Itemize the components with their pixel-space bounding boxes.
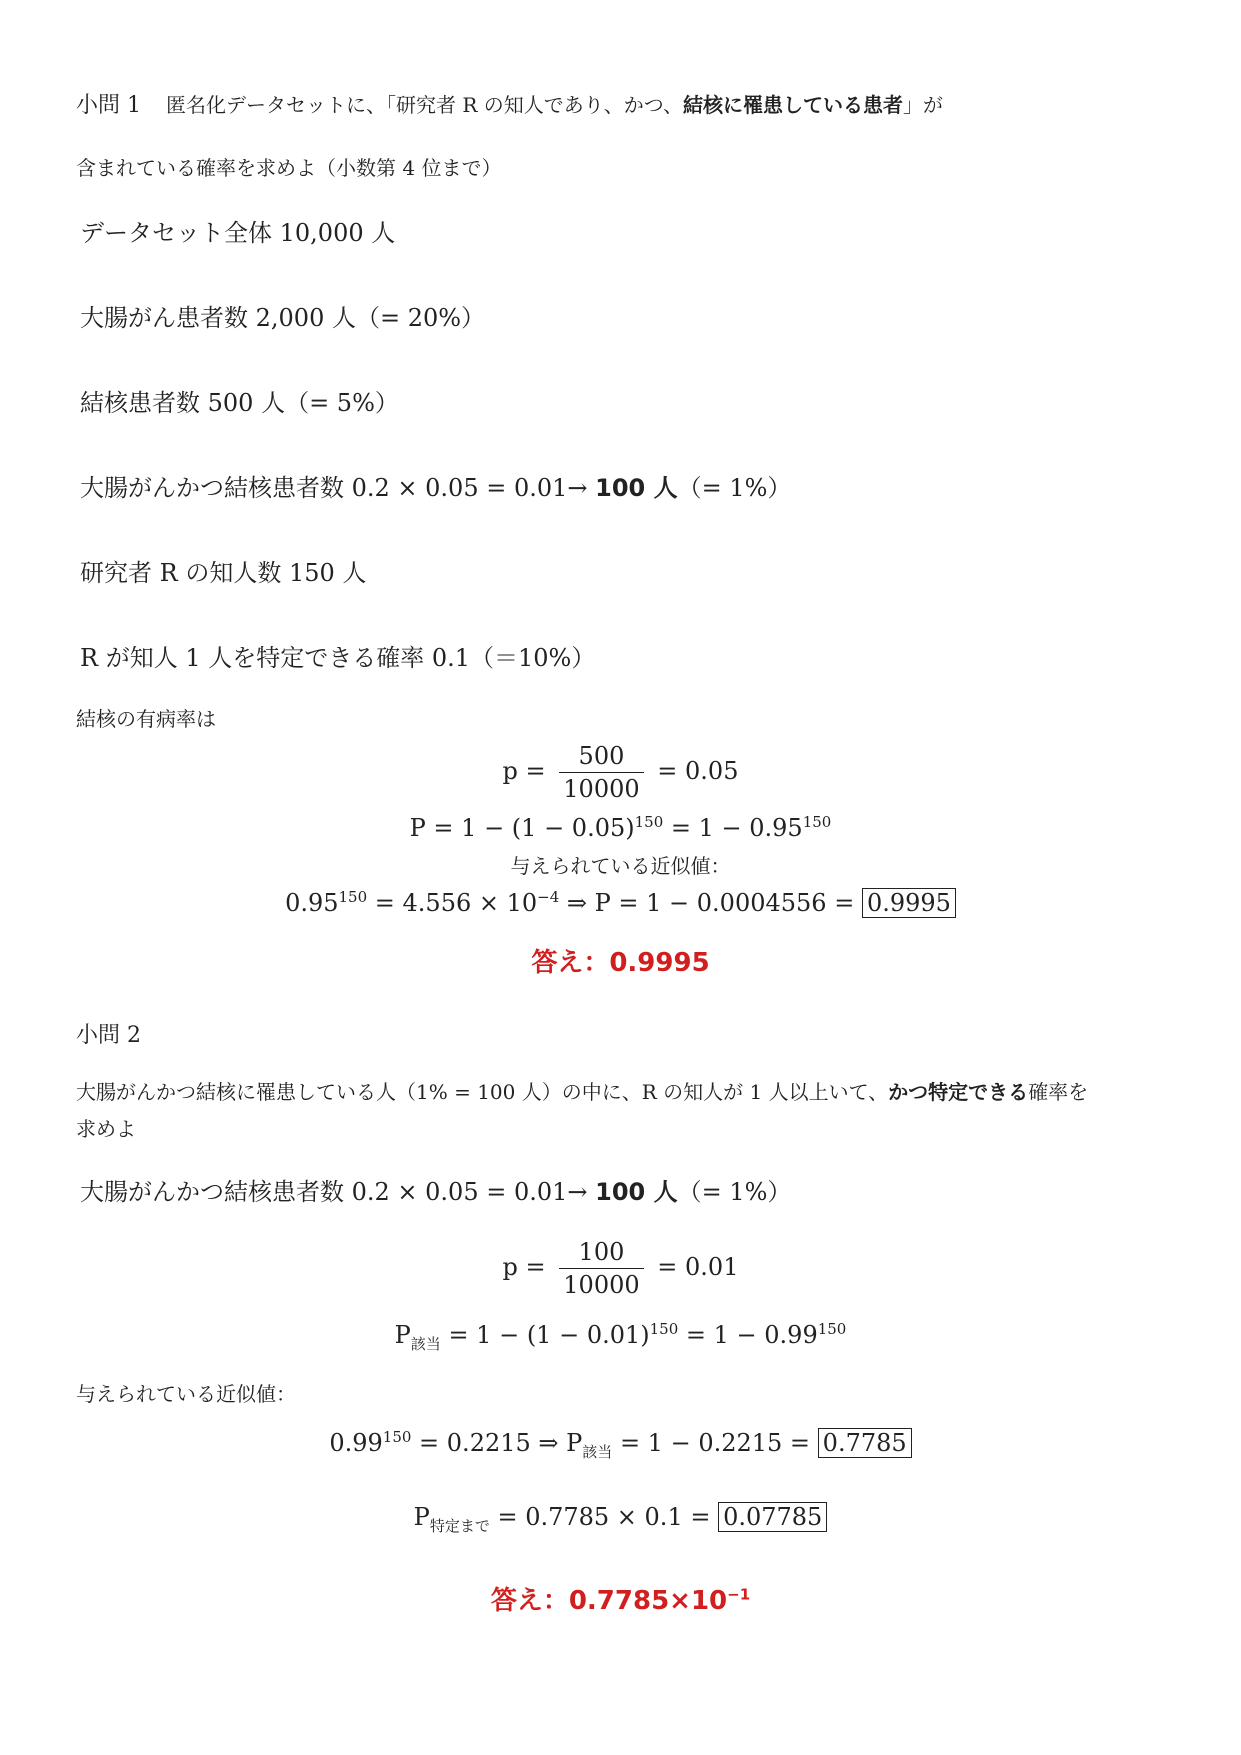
q1-title: 小問 1 [76,93,141,118]
q2-eq-p-rhs: = 0.01 [657,1253,739,1281]
q2-fact-both [80,1172,791,1207]
q2-eq-P-exp1: 150 [649,1320,679,1338]
q1-eq-p [0,742,1241,803]
q1-eq-approx-b: = 4.556 × 10 [367,889,538,917]
q1-eq-P-a: P = 1 − (1 − 0.05) [409,814,635,842]
prevalence-label: 結核の有病率は [76,707,216,731]
q2-eq-final [0,1503,1241,1536]
q1-eq-approx-exp2: −4 [537,888,560,906]
q2-question-line2: 求めよ [76,1117,136,1141]
q2-eq-P-subscript: 該当 [410,1334,441,1353]
q2-eq-approx-subscript: 該当 [582,1442,613,1461]
fact-both [80,468,791,503]
q1-eq-P-exp1: 150 [634,813,664,831]
q1-eq-approx-a: 0.95 [285,889,339,917]
q1-question-line1 [166,93,943,117]
q2-eq-P-exp2: 150 [817,1320,847,1338]
q2-line1-text: 大腸がんかつ結核に罹患している人（1% = 100 人）の中に、R の知人が 1 人以上いて、 [76,1080,889,1104]
q2-eq-p [0,1238,1241,1299]
q2-eq-final-P: P [413,1503,430,1531]
q1-header [76,88,943,119]
q2-eq-approx-a: 0.99 [329,1429,383,1457]
q1-eq-p-numerator: 500 [559,742,643,773]
q2-eq-approx-c: = 1 − 0.2215 = [612,1429,818,1457]
q1-eq-P-b: = 1 − 0.95 [663,814,803,842]
q2-eq-final-subscript: 特定まで [429,1516,490,1535]
q2-fact-end: （= 1%） [677,1178,792,1206]
fact-both-end: （= 1%） [677,474,792,502]
q1-eq-P [0,813,1241,842]
q1-eq-approx [0,888,1241,917]
q1-line1-end: 」が [902,93,943,117]
q1-question-line2: 含まれている確率を求めよ（小数第 4 位まで） [76,156,502,180]
q2-eq-p-numerator: 100 [559,1238,643,1269]
q2-eq-final-a: = 0.7785 × 0.1 = [489,1503,719,1531]
q1-boxed-result: 0.9995 [862,888,956,918]
q1-approx-label: 与えられている近似値： [510,854,731,878]
q2-approx-label: 与えられている近似値： [76,1382,296,1406]
q1-eq-p-fraction [559,742,643,803]
q2-answer [0,1580,1241,1617]
q1-answer: 答え：0.9995 [531,948,710,978]
q2-boxed-result-1: 0.7785 [818,1428,912,1458]
q2-fact-bold: 100 人 [595,1178,678,1206]
q2-eq-approx [0,1428,1241,1462]
q2-eq-P-a: = 1 − (1 − 0.01) [440,1321,650,1349]
q2-fact-text: 大腸がんかつ結核患者数 0.2 × 0.05 = 0.01→ [80,1178,596,1206]
q2-eq-p-lhs: p = [502,1253,546,1281]
fact-tuberculosis: 結核患者数 500 人（= 5%） [80,389,399,417]
q1-eq-approx-exp: 150 [338,888,368,906]
q2-boxed-result-2: 0.07785 [718,1502,827,1532]
q2-line1-end: 確率を [1028,1080,1089,1104]
q2-eq-P-b: = 1 − 0.99 [678,1321,818,1349]
q1-eq-p-lhs: p = [502,757,546,785]
q2-eq-P-symbol: P [394,1321,411,1349]
q1-eq-approx-c: ⇒ P = 1 − 0.0004556 = [559,889,862,917]
fact-both-bold: 100 人 [595,474,678,502]
fact-acquaintances: 研究者 R の知人数 150 人 [80,559,367,587]
q1-line1-text: 匿名化データセットに、「研究者 R の知人であり、かつ、 [166,93,683,117]
fact-colon-cancer: 大腸がん患者数 2,000 人（= 20%） [80,304,486,332]
q1-line1-bold: 結核に罹患している患者 [682,93,903,117]
q2-question-line1 [76,1076,1088,1105]
q2-eq-p-denominator: 10000 [563,1271,640,1299]
q2-title: 小問 2 [76,1023,141,1048]
q2-answer-base: 10 [690,1586,728,1616]
q2-eq-p-fraction [559,1238,643,1299]
q2-answer-text: 答え：0.7785× [490,1586,691,1616]
q2-line1-bold: かつ特定できる [888,1080,1029,1104]
q2-eq-approx-exp: 150 [382,1428,412,1446]
fact-both-text: 大腸がんかつ結核患者数 0.2 × 0.05 = 0.01→ [80,474,596,502]
q1-eq-P-exp2: 150 [802,813,832,831]
fact-identify: R が知人 1 人を特定できる確率 0.1（＝10%） [80,644,596,672]
q1-eq-p-denominator: 10000 [563,775,640,803]
q2-answer-exp: −1 [727,1585,751,1604]
q2-eq-approx-P: P [566,1429,583,1457]
q1-eq-p-rhs: = 0.05 [657,757,739,785]
fact-total: データセット全体 10,000 人 [80,219,396,247]
q2-eq-P [0,1320,1241,1354]
q2-eq-approx-b: = 0.2215 ⇒ [411,1429,567,1457]
